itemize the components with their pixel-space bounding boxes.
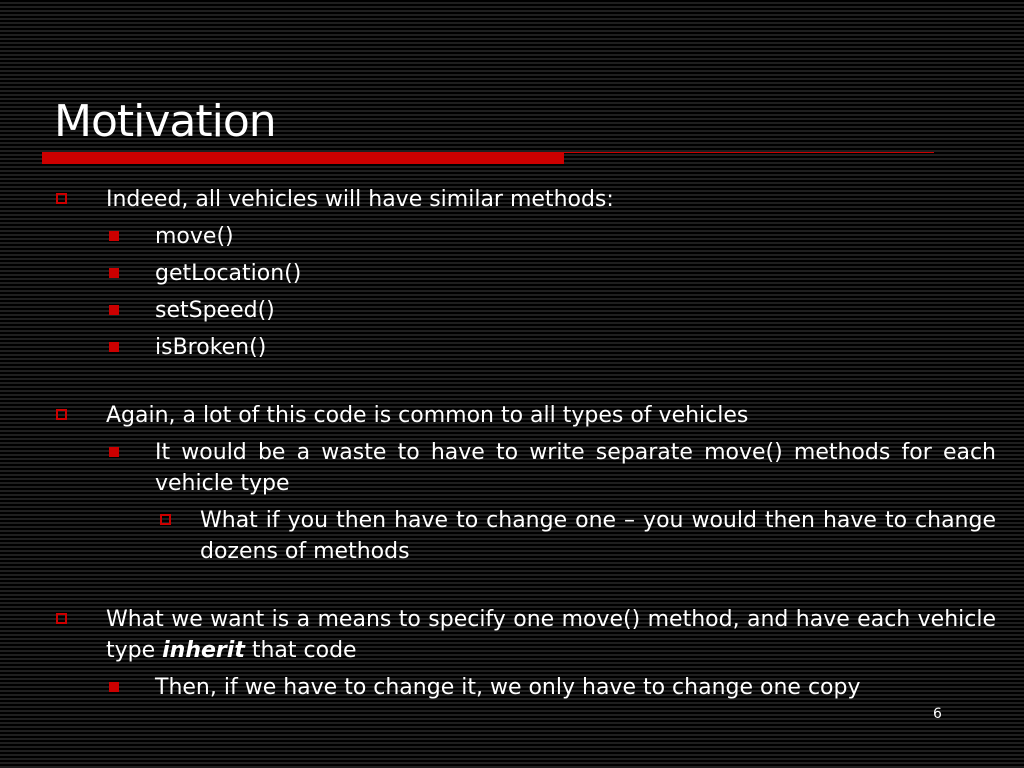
filled-square-bullet-icon [109,268,119,278]
bullet-text: getLocation() [155,261,302,286]
bullet-item [106,400,996,431]
bullet-text: setSpeed() [155,298,275,323]
hollow-square-bullet-icon [160,514,171,525]
bullet-text: It would be a waste to have to write separate move() methods for each vehicle type [155,440,996,496]
sub-bullet-item [155,295,996,326]
bullet-text-post: that code [244,638,357,663]
bullet-item [106,184,996,215]
bullet-item [106,604,996,666]
slide-title: Motivation [54,96,276,147]
hollow-square-bullet-icon [56,613,67,624]
filled-square-bullet-icon [109,342,119,352]
bullet-text: Then, if we have to change it, we only have to change one copy [155,675,861,700]
hollow-square-bullet-icon [56,409,67,420]
hollow-square-bullet-icon [56,193,67,204]
sub-sub-bullet-item [200,505,996,567]
sub-bullet-item [155,221,996,252]
sub-bullet-item [155,672,996,703]
bullet-text: What if you then have to change one – you would then have to change dozens of methods [200,508,996,564]
bullet-text-pre: What we want is a means to specify one move() method, and have each vehicle type [106,607,996,663]
sub-bullet-item [155,437,996,499]
bullet-text: isBroken() [155,335,267,360]
sub-bullet-item [155,332,996,363]
title-underline-thin [564,152,934,153]
slide-body [0,184,1024,703]
filled-square-bullet-icon [109,231,119,241]
filled-square-bullet-icon [109,682,119,692]
bullet-text: Again, a lot of this code is common to all types of vehicles [106,403,749,428]
title-underline-thick [42,152,564,164]
page-number: 6 [933,706,942,722]
filled-square-bullet-icon [109,447,119,457]
bullet-text: Indeed, all vehicles will have similar methods: [106,187,614,212]
bullet-text: move() [155,224,234,249]
sub-bullet-item [155,258,996,289]
filled-square-bullet-icon [109,305,119,315]
bullet-text-emphasis: inherit [162,638,245,663]
